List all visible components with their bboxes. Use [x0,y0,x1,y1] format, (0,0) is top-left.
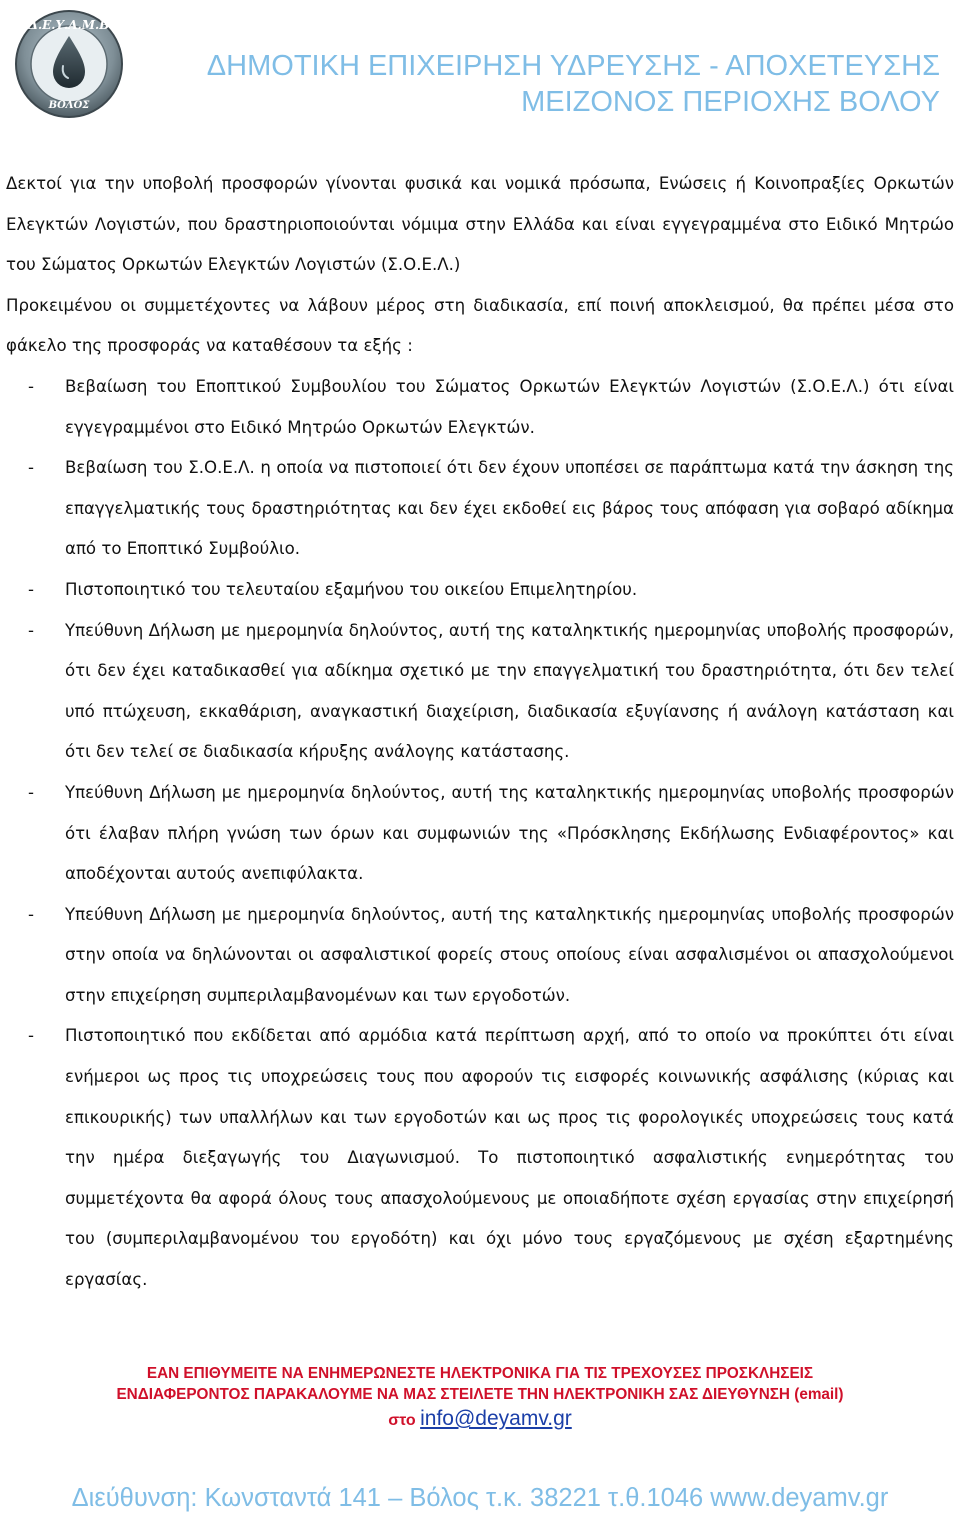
bullet-dash: - [28,458,34,478]
email-subscription-notice [0,1363,960,1431]
bullet-dash: - [28,620,34,640]
list-item-text: Πιστοποιητικό του τελευταίου εξαμήνου του οικείου Επιμελητηρίου. [65,579,638,599]
organization-name-line1: ΔΗΜΟΤΙΚΗ ΕΠΙΧΕΙΡΗΣΗ ΥΔΡΕΥΣΗΣ - ΑΠΟΧΕΤΕΥΣΗΣ [206,50,940,82]
bullet-dash: - [28,904,34,924]
organization-logo [13,8,125,120]
notice-line1: ΕΑΝ ΕΠΙΘΥΜΕΙΤΕ ΝΑ ΕΝΗΜΕΡΩΝΕΣΤΕ ΗΛΕΚΤΡΟΝΙΚΑ ΓΙΑ ΤΙΣ ΤΡΕΧΟΥΣΕΣ ΠΡΟΣΚΛΗΣΕΙΣ [146,1365,814,1382]
list-item [6,570,954,611]
requirements-list [6,367,954,1301]
document-body [6,164,954,1301]
list-item-text: Πιστοποιητικό που εκδίδεται από αρμόδια κατά περίπτωση αρχή, από το οποίο να προκύπτει ότι είναι ενήμεροι ως προς τις υποχρεώσεις τους που αφορούν τις εισφορές κοινωνικής ασφάλισης (κύριας και επικουρικής) των υπαλλήλων και των εργοδοτών και ως προς τις φορολογικές υποχρεώσεις τους κατά την ημέρα διεξαγωγής του Διαγωνισμού. Το πιστοποιητικό ασφαλιστικής ενημερότητας του συμμετέχοντα θα αφορά όλους τους απασχολούμενους με οποιαδήποτε σχέση εργασίας στην επιχείρησή του (συμπεριλαμβανομένου του εργοδότη) και όχι μόνο τους εργαζόμενους με σχέση εξαρτημένης εργασίας. [65,1026,954,1290]
bullet-dash: - [28,579,34,599]
email-link[interactable]: info@deyamv.gr [420,1407,572,1430]
list-item-text: Βεβαίωση του Σ.Ο.Ε.Λ. η οποία να πιστοποιεί ότι δεν έχουν υποπέσει σε παράπτωμα κατά την άσκηση της επαγγελματικής τους δραστηριότητας και δεν έχει εκδοθεί εις βάρος τους απόφαση για σοβαρό αδίκημα από το Εποπτικό Συμβούλιο. [65,458,954,559]
organization-name [207,48,940,120]
notice-line2: ΕΝΔΙΑΦΕΡΟΝΤΟΣ ΠΑΡΑΚΑΛΟΥΜΕ ΝΑ ΜΑΣ ΣΤΕΙΛΕΤΕ ΤΗΝ ΗΛΕΚΤΡΟΝΙΚΗ ΣΑΣ ΔΙΕΥΘΥΝΣΗ (email) [116,1386,844,1403]
list-item-text: Υπεύθυνη Δήλωση με ημερομηνία δηλούντος, αυτή της καταληκτικής ημερομηνίας υποβολής προσφορών στην οποία να δηλώνονται οι ασφαλιστικοί φορείς στους οποίους είναι ασφαλισμένοι οι απασχολούμενοι στην επιχείρηση συμπεριλαμβανομένων και των εργοδοτών. [65,904,954,1005]
list-item [6,367,954,448]
logo-text-top: Δ.Ε.Υ.Α.Μ.Β [28,18,110,32]
bullet-dash: - [28,782,34,802]
footer-address: Διεύθυνση: Κωνσταντά 141 – Βόλος τ.κ. 38221 τ.θ.1046 www.deyamv.gr [71,1484,889,1512]
intro-paragraph: Δεκτοί για την υποβολή προσφορών γίνονται φυσικά και νομικά πρόσωπα, Ενώσεις ή Κοινοπραξίες Ορκωτών Ελεγκτών Λογιστών, που δραστηριοποιούνται νόμιμα στην Ελλάδα και είναι εγγεγραμμένα στο Ειδικό Μητρώο του Σώματος Ορκωτών Ελεγκτών Λογιστών (Σ.Ο.Ε.Λ.) [6,174,954,275]
email-line [0,1408,960,1431]
list-item-text: Βεβαίωση του Εποπτικού Συμβουλίου του Σώματος Ορκωτών Ελεγκτών Λογιστών (Σ.Ο.Ε.Λ.) ότι είναι εγγεγραμμένοι στο Ειδικό Μητρώο Ορκωτών Ελεγκτών. [65,376,954,437]
logo-text-bottom: ΒΟΛΟΣ [48,100,90,111]
email-prefix: στο [388,1412,416,1429]
list-item-text: Υπεύθυνη Δήλωση με ημερομηνία δηλούντος, αυτή της καταληκτικής ημερομηνίας υποβολής προσφορών, ότι δεν έχει καταδικασθεί για αδίκημα σχετικό με την επαγγελματική του δραστηριότητα, ότι δεν τελεί υπό πτώχευση, εκκαθάριση, αναγκαστική διαχείριση, διαδικασία εξυγίανσης ή ανάλογη κατάσταση και ότι δεν τελεί σε διαδικασία κήρυξης ανάλογης κατάστασης. [65,620,954,762]
list-item-text: Υπεύθυνη Δήλωση με ημερομηνία δηλούντος, αυτή της καταληκτικής ημερομηνίας υποβολής προσφορών ότι έλαβαν πλήρη γνώση των όρων και συμφωνιών της «Πρόσκλησης Εκδήλωσης Ενδιαφέροντος» και αποδέχονται αυτούς ανεπιφύλακτα. [65,782,954,884]
bullet-dash: - [28,376,34,396]
list-item [6,611,954,773]
requirement-paragraph: Προκειμένου οι συμμετέχοντες να λάβουν μέρος στη διαδικασία, επί ποινή αποκλεισμού, θα πρέπει μέσα στο φάκελο της προσφοράς να καταθέσουν τα εξής : [6,295,954,356]
bullet-dash: - [28,1026,34,1046]
list-item [6,448,954,570]
list-item [6,895,954,1017]
list-item [6,773,954,895]
list-item [6,1016,954,1300]
organization-name-line2: ΜΕΙΖΟΝΟΣ ΠΕΡΙΟΧΗΣ ΒΟΛΟΥ [521,86,940,118]
